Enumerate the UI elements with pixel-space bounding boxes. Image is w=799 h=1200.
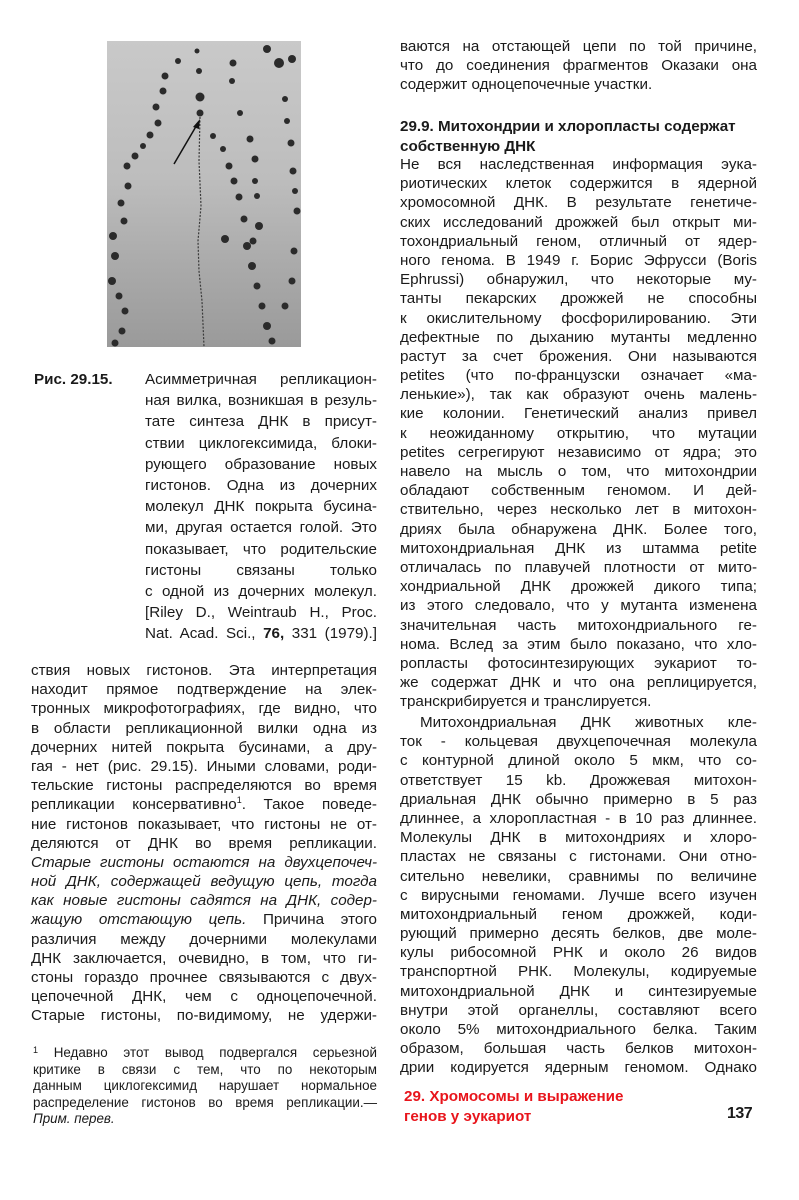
- text-line: Митохондриальная ДНК животных кле-: [420, 714, 757, 731]
- footnote-line: критике в связи с тем, что по некоторым: [33, 1061, 377, 1077]
- citation-volume: 76,: [263, 625, 285, 643]
- text-line: навело на мысль о том, что митохондрии: [400, 463, 757, 480]
- text-line: содержит одноцепочечные участки.: [400, 76, 653, 94]
- section-heading-line: собственную ДНК: [400, 137, 536, 155]
- text-line: ДНК заключается, очевидно, в том, что ги-: [31, 949, 377, 967]
- footnote-line: [33, 1045, 377, 1062]
- caption-line: с одной из дочерних молекул.: [145, 583, 377, 601]
- text-line: митохондриальной ДНК и синтезируемые: [400, 982, 757, 1000]
- text-line: образом, большая часть белков митохон-: [400, 1040, 757, 1058]
- citation-pages-year: 331 (1979).]: [284, 625, 377, 643]
- text-line: Не вся наследственная информация эука-: [400, 156, 757, 173]
- text-line: кие колонии. Генетический анализ привел: [400, 405, 757, 423]
- text-line-with-footnote: [31, 795, 377, 814]
- text-line: сительно невелики, сравнимы по величине: [400, 867, 757, 885]
- footnote-text: Недавно этот вывод подвергался серьезной: [53, 1045, 377, 1060]
- italic-text-line: ной ДНК, содержащей ведущую цепь, тогда: [31, 873, 377, 891]
- text-line: находит прямое подтверждение на элек-: [31, 681, 377, 699]
- text-line: транспортной РНК. Молекулы, кодируемые: [400, 963, 757, 981]
- text-line: же содержат ДНК и что она реплицируется,: [400, 674, 757, 692]
- figure-caption-text: [145, 369, 377, 645]
- section-heading-line: 29.9. Митохондрии и хлоропласты содержат: [400, 118, 736, 135]
- figure-micrograph-image: [107, 41, 301, 347]
- text-line: с контурной длиной около 5 мкм, что со-: [400, 752, 757, 770]
- text-line: дрии кодируется ядерным геномом. Однако: [400, 1059, 757, 1077]
- text-line: ских исследований дрожжей был открыт ми-: [400, 213, 757, 231]
- caption-line: гистонов. Одна из дочерних: [145, 477, 377, 495]
- text-line: обладают собственным геномом. И дей-: [400, 482, 757, 500]
- text-line: митохондриальный геном дрожжей, коди-: [400, 905, 757, 923]
- text-line: ответствует 15 kb. Дрожжевая митохон-: [400, 771, 757, 789]
- text-line: кулы рибосомной РНК и около 26 видов: [400, 944, 757, 962]
- text-line: к неожиданному открытию, что мутации: [400, 424, 757, 442]
- footnote-line: распределение гистонов во время репликации.—: [33, 1094, 377, 1110]
- text-line: дриальная ДНК обычно примерно в 5 раз: [400, 790, 757, 808]
- text-line: стоны гораздо прочнее связываются с двух-: [31, 969, 377, 986]
- text-line: petites сегрегируют независимо от ядра; это: [400, 443, 757, 461]
- footnote-marker: 1: [236, 795, 242, 806]
- running-head-line: генов у эукариот: [404, 1107, 532, 1125]
- text-fragment: репликации консервативно: [31, 796, 237, 814]
- text-line: ние гистонов показывает, что гистоны не от-: [31, 815, 377, 833]
- text-line: ного генома. В 1949 г. Борис Эфрусси (Boris: [400, 251, 757, 269]
- mixed-text-line: [31, 910, 377, 929]
- caption-line: тате синтеза ДНК в присут-: [145, 413, 377, 431]
- text-fragment: . Такое поведе-: [241, 796, 377, 814]
- caption-line: ми, другая остается голой. Это: [145, 519, 377, 537]
- running-head-line: 29. Хромосомы и выражение: [404, 1088, 624, 1105]
- text-line: ропласты фотосинтезирующих эукариот то-: [400, 654, 757, 672]
- caption-line: молекул ДНК покрыта бусина-: [145, 498, 377, 516]
- caption-line: ная вилка, возникшая в резуль-: [145, 392, 377, 410]
- text-fragment: Причина этого: [246, 911, 377, 929]
- text-line: ствия новых гистонов. Эта интерпретация: [31, 662, 377, 679]
- text-line: хондриальной ДНК дрожжей дикого типа;: [400, 578, 757, 596]
- text-line: дриях была обнаружена ДНК. Более того,: [400, 520, 757, 538]
- caption-line: показывает, что родительские: [145, 540, 377, 558]
- citation-journal: Nat. Acad. Sci.,: [145, 625, 264, 643]
- caption-line: рующего образование новых: [145, 455, 377, 473]
- text-line: petites (что по-французски означает «ма-: [400, 367, 757, 385]
- running-head-chapter-title: [404, 1087, 623, 1126]
- text-line: различия между дочерними молекулами: [31, 930, 377, 948]
- figure-label: Рис. 29.15.: [34, 371, 113, 388]
- text-line: к окислительному фосфорилированию. Эти: [400, 309, 757, 327]
- text-line: Старые гистоны, по-видимому, не удержи-: [31, 1007, 377, 1025]
- text-line: внутри этой органеллы, составляют всего: [400, 1001, 757, 1019]
- text-line: митохондриальная ДНК из штамма petite: [400, 539, 757, 557]
- text-line: дочерних нитей покрыта бусинами, а дру-: [31, 738, 377, 756]
- text-line: ток - кольцевая двухцепочечная молекула: [400, 733, 757, 751]
- text-line: тронных микрофотографиях, где видно, что: [31, 700, 377, 718]
- text-line: около 5% митохондриального белка. Таким: [400, 1021, 757, 1038]
- text-line: в области репликационной вилки одна из: [31, 719, 377, 737]
- caption-citation-line: [145, 623, 377, 644]
- text-line: ленькие»), так как образуют очень малень-: [400, 386, 757, 404]
- text-line: из этого следовало, что у мутанта изменена: [400, 597, 757, 615]
- text-line: Ephrussi) обнаружил, что некоторые му-: [400, 271, 757, 289]
- right-column-paragraph-2: [400, 713, 757, 1078]
- text-line: деляются от ДНК во время репликации.: [31, 834, 377, 852]
- text-line: нома. Вслед за этим было показано, что хло-: [400, 635, 757, 653]
- italic-text-line: как новые гистоны садятся на ДНК, содер-: [31, 892, 377, 910]
- italic-fragment: жащую отстающую цепь.: [31, 911, 247, 929]
- right-column-paragraph-1: [400, 155, 757, 711]
- text-line: ваются на отстающей цепи по той причине,: [400, 38, 757, 55]
- footnote: [33, 1045, 377, 1128]
- text-line: гая - нет (рис. 29.15). Иными словами, роди-: [31, 757, 377, 775]
- text-line: рующий примерно десять белков, две моле-: [400, 925, 757, 943]
- text-line: длиннее, а хлоропластная - в 10 раз длиннее.: [400, 809, 757, 827]
- text-line: растут за счет брожения. Они называются: [400, 347, 757, 365]
- text-line: отличалась по плавучей плотности от мито-: [400, 558, 757, 576]
- text-line: транскрибируется и транслируется.: [400, 693, 652, 711]
- right-column-continuation: [400, 37, 757, 95]
- page-number: 137: [727, 1105, 753, 1122]
- italic-text-line: Старые гистоны остаются на двухцепочеч-: [31, 853, 377, 871]
- text-line: тохондриальный геном, отличный от ядер-: [400, 232, 757, 250]
- caption-line: Асимметричная репликацион-: [145, 371, 377, 388]
- caption-line: гистоны связаны только: [145, 561, 377, 579]
- footnote-line: данным циклогексимид нарушает нормальное: [33, 1078, 377, 1094]
- arrow-icon: [174, 123, 198, 164]
- text-line: риотических клеток содержится в ядерной: [400, 175, 757, 193]
- caption-line: ствии циклогексимида, блоки-: [145, 434, 377, 452]
- text-line: цепочечной ДНК, чем с одноцепочечной.: [31, 988, 377, 1006]
- text-line: значительная часть митохондриального ге-: [400, 616, 757, 634]
- text-line: с вирусными геномами. Лучше всего изучен: [400, 886, 757, 904]
- section-heading: [400, 117, 757, 156]
- text-line: танты пекарских дрожжей не способны: [400, 290, 757, 308]
- text-line: хромосомной ДНК. В результате генетиче-: [400, 194, 757, 212]
- translator-note: Прим. перев.: [33, 1111, 115, 1127]
- text-line: что до соединения фрагментов Оказаки она: [400, 57, 757, 75]
- text-line: ствительно, через несколько лет в митохон-: [400, 501, 757, 519]
- text-line: дефектные по дыханию мутанты медленно: [400, 328, 757, 346]
- text-line: тельские гистоны распределяются во время: [31, 777, 377, 795]
- left-column-text: [31, 661, 377, 1026]
- text-line: пластах не связаны с гистонами. Они отно-: [400, 848, 757, 866]
- footnote-marker: 1: [33, 1045, 39, 1055]
- text-line: Молекулы ДНК в митохондриях и хлоро-: [400, 829, 757, 847]
- micrograph-beads-illustration: [107, 41, 301, 347]
- caption-line: [Riley D., Weintraub H., Proc.: [145, 604, 377, 622]
